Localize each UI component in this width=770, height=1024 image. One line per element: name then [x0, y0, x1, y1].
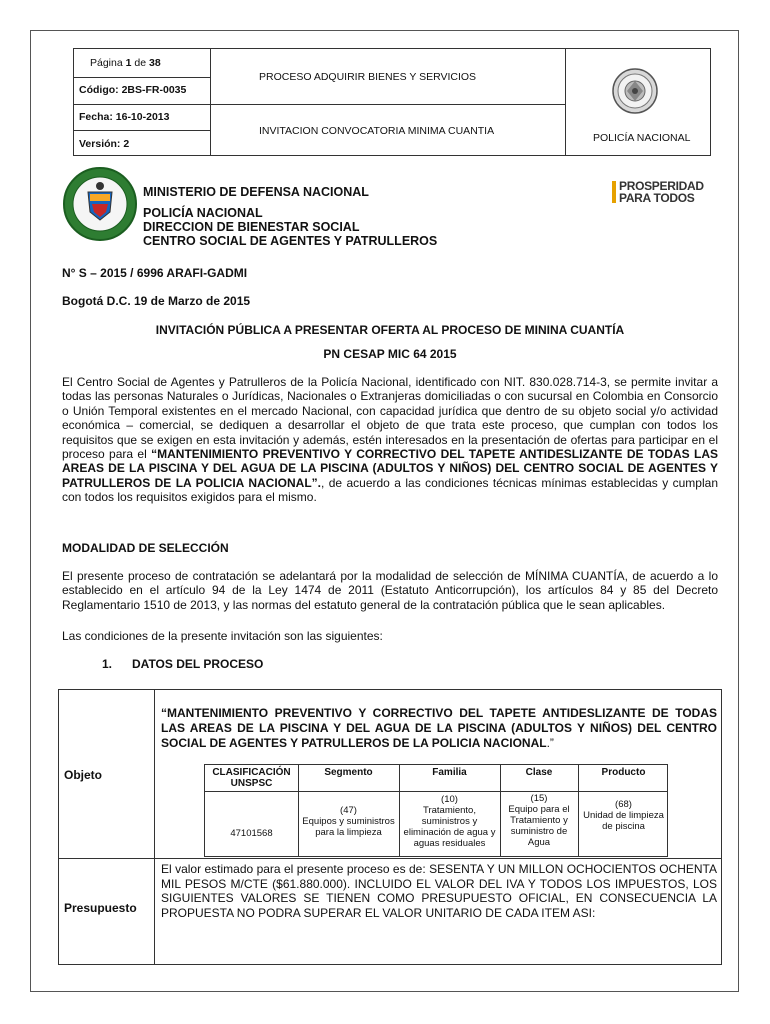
section-number: 1. [102, 657, 113, 671]
unspsc-product: (68) Unidad de limpieza de piscina [583, 799, 664, 832]
modalidad-paragraph: El presente proceso de contratación se adelantará por la modalidad de selección de MÍNIMA CUANTÍA, de acuerdo a lo establecido en el artículo 94 de la Ley 1474 de 2011 (Estatuto Anticorrupción), los artículos 84 y 85 del Decreto Reglamentario 1510 de 2013, y las normas del estatuto general de la contratación pública que le sean aplicables. [62, 569, 718, 612]
directorate-name: DIRECCION DE BIENESTAR SOCIAL [143, 220, 360, 234]
intro-paragraph: El Centro Social de Agentes y Patrulleros de la Policía Nacional, identificado con NIT. 830.028.714-3, se permite invitar a todas las personas Naturales o Jurídicas, Nacionales o Extranjeras domiciliadas o con sucursal en Colombia en Consorcio o Unión Temporal existentes en el mercado Nacional, con capacidad jurídica que dentro de su objeto social y/o actividad económica – comercial, se dediquen a desarrollar el objeto de que trata este proceso, que cumplan con todos los requisitos que se exigen en esta invitación y además, estén interesados en la presentación de ofertas para participar en el proceso para el “MANTENIMIENTO PREVENTIVO Y CORRECTIVO DEL TAPETE ANTIDESLIZANTE DE TODAS LAS AREAS DE LA PISCINA Y DEL AGUA DE LA PISCINA (ADULTOS Y NIÑOS) DEL CENTRO SOCIAL DE AGENTES Y PATRULLEROS DE LA POLICIA NACIONAL”., de acuerdo a las condiciones técnicas mínimas establecidas y cumplan con todos los requisitos exigidos para el mismo. [62, 375, 718, 505]
document-header-table [73, 48, 711, 156]
unspsc-header-segmento: Segmento [324, 767, 373, 778]
unspsc-header-clase: Clase [525, 767, 553, 778]
document-date: Fecha: 16-10-2013 [79, 111, 170, 123]
page-number: Página 1 de 38 [90, 57, 161, 69]
objeto-text: “MANTENIMIENTO PREVENTIVO Y CORRECTIVO DEL TAPETE ANTIDESLIZANTE DE TODAS LAS AREAS DE LA PISCINA Y DEL AGUA DE LA PISCINA (ADULTOS Y NIÑOS) DEL CENTRO SOCIAL DE AGENTES Y PATRULLEROS DE LA POLICIA NACIONAL.” [161, 706, 717, 750]
police-emblem-icon [62, 166, 138, 242]
process-data-table [58, 689, 722, 965]
police-name: POLICÍA NACIONAL [143, 206, 263, 220]
unspsc-header-classification: CLASIFICACIÓN UNSPSC [212, 767, 291, 789]
invitation-heading: INVITACIÓN PÚBLICA A PRESENTAR OFERTA AL PROCESO DE MININA CUANTÍA [155, 323, 625, 337]
unspsc-header-producto: Producto [601, 767, 646, 778]
letter-date: Bogotá D.C. 19 de Marzo de 2015 [62, 294, 251, 308]
presupuesto-label: Presupuesto [64, 901, 137, 915]
prosperidad-logo: PROSPERIDAD PARA TODOS [612, 180, 708, 206]
police-seal-icon [611, 67, 659, 115]
organization-name: POLICÍA NACIONAL [593, 132, 691, 144]
unspsc-segment: (47) Equipos y suministros para la limpieza [302, 805, 395, 838]
modalidad-heading: MODALIDAD DE SELECCIÓN [62, 541, 229, 555]
presupuesto-text: El valor estimado para el presente proceso es de: SESENTA Y UN MILLON OCHOCIENTOS OCHENTA MIL PESOS M/CTE ($61.880.000). INCLUIDO EL VALOR DEL IVA Y TODOS LOS IMPUESTOS, LOS SIGUIENTES VALORES SE TIENEN COMO PRESUPUESTO OFICIAL, EN CONSECUENCIA LA PROPUESTA NO PODRA SUPERAR EL VALOR UNITARIO DE CADA ITEM ASI: [161, 862, 717, 920]
unspsc-header-familia: Familia [432, 767, 467, 778]
invitation-title: INVITACION CONVOCATORIA MINIMA CUANTIA [259, 125, 495, 137]
section-title: DATOS DEL PROCESO [132, 657, 264, 671]
unspsc-class: (15) Equipo para el Tratamiento y suministro de Agua [508, 793, 570, 848]
objeto-label: Objeto [64, 768, 102, 782]
unspsc-family: (10) Tratamiento, suministros y eliminación de agua y aguas residuales [403, 794, 496, 849]
center-name: CENTRO SOCIAL DE AGENTES Y PATRULLEROS [143, 234, 438, 248]
process-code: PN CESAP MIC 64 2015 [323, 347, 457, 361]
reference-number: N° S – 2015 / 6996 ARAFI-GADMI [62, 266, 248, 280]
unspsc-table [204, 764, 668, 857]
document-code: Código: 2BS-FR-0035 [79, 84, 187, 96]
conditions-intro: Las condiciones de la presente invitación son las siguientes: [62, 629, 383, 643]
document-version: Versión: 2 [79, 138, 130, 150]
unspsc-code: 47101568 [230, 828, 273, 839]
ministry-name: MINISTERIO DE DEFENSA NACIONAL [143, 185, 369, 199]
process-title: PROCESO ADQUIRIR BIENES Y SERVICIOS [259, 71, 477, 83]
